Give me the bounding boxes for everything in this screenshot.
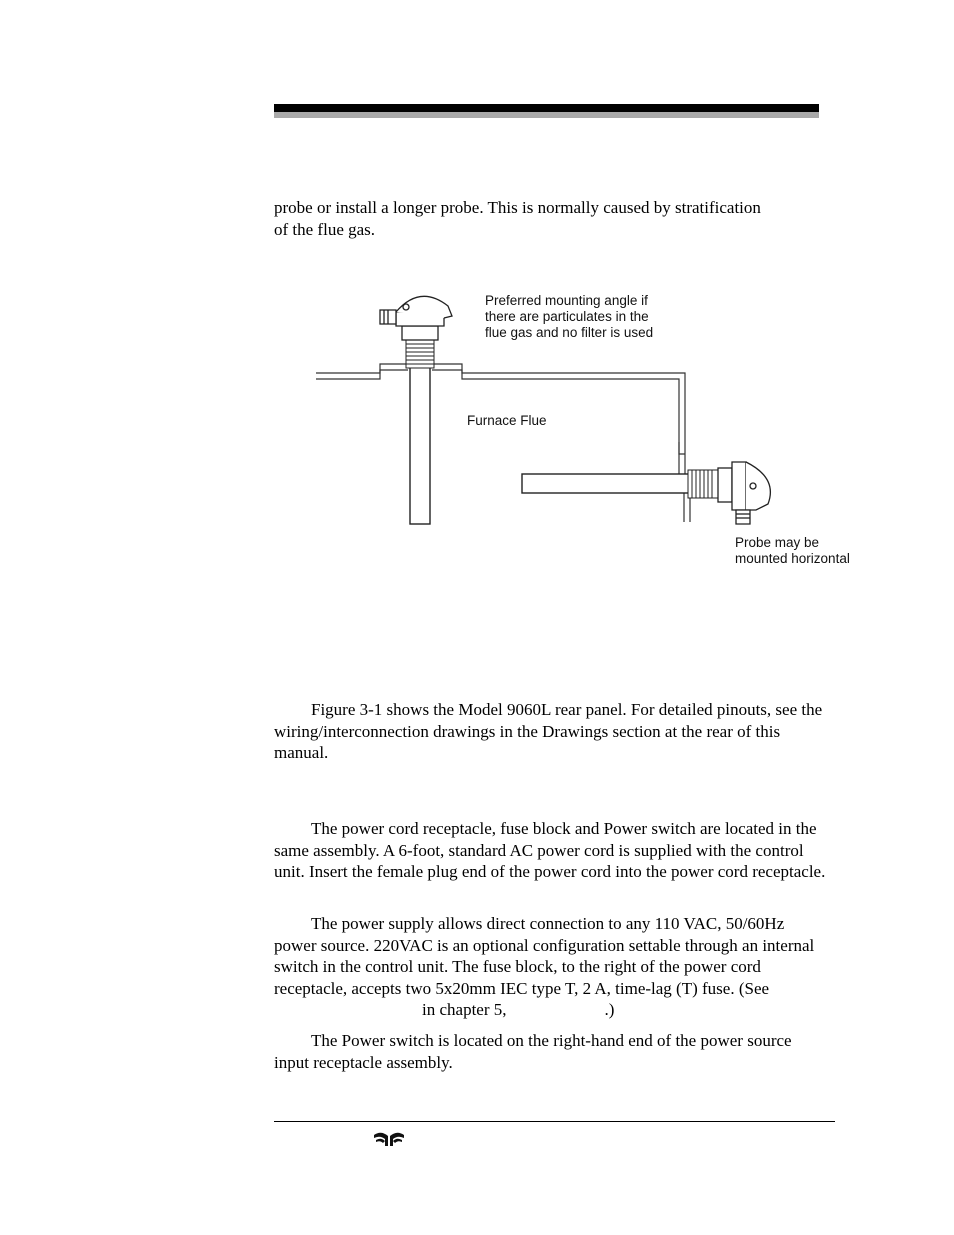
power-text-1: The power cord receptacle, fuse block and Power switch are located in the same assembly. A 6-foot, standard AC power cord is supplied with the control unit. Insert the female plug end of the power cord into the power cord receptacle. bbox=[274, 819, 826, 882]
power-text-2: The power supply allows direct connection to any 110 VAC, 50/60Hz power source. 220VAC is an optional configuration settable through an internal switch in the control unit. The fuse block, to the right of the power cord receptacle, accepts two 5x20mm IEC type T, 2 A, time-lag (T) fuse. (See bbox=[274, 914, 815, 998]
intro-line-2: of the flue gas. bbox=[274, 219, 376, 239]
power-text-2-chapter: in chapter 5, bbox=[422, 1000, 507, 1020]
intro-paragraph bbox=[274, 197, 826, 240]
teledyne-logo-icon bbox=[372, 1131, 406, 1147]
power-text-3: The Power switch is located on the right-hand end of the power source input receptacle assembly. bbox=[274, 1031, 792, 1072]
figure-label-preferred-angle: Preferred mounting angle if there are particulates in the flue gas and no filter is used bbox=[485, 293, 654, 340]
power-paragraph-3 bbox=[274, 1030, 826, 1073]
footer-rule bbox=[274, 1121, 835, 1122]
probe-mounting-figure bbox=[310, 282, 870, 572]
header-rule bbox=[274, 104, 819, 112]
power-text-2-end: .) bbox=[604, 1000, 615, 1020]
power-paragraph-1 bbox=[274, 818, 826, 883]
figure-label-horizontal: Probe may be mounted horizontal bbox=[735, 535, 850, 566]
header-rule-shadow bbox=[274, 112, 819, 118]
rear-panel-text: Figure 3-1 shows the Model 9060L rear panel. For detailed pinouts, see the wiring/interconnection drawings in the Drawings section at the rear of this manual. bbox=[274, 700, 823, 763]
rear-panel-paragraph bbox=[274, 699, 826, 764]
power-paragraph-2 bbox=[274, 913, 826, 1021]
figure-label-furnace-flue: Furnace Flue bbox=[467, 413, 547, 428]
intro-line-1: probe or install a longer probe. This is normally caused by stratification bbox=[274, 198, 761, 217]
